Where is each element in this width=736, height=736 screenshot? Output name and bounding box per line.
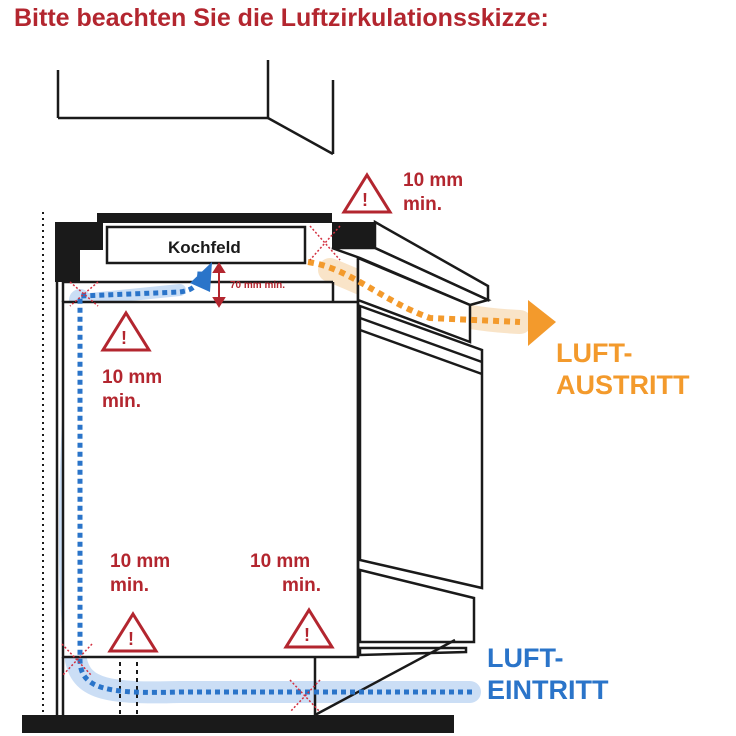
gap-label: 70 mm min.: [230, 280, 286, 291]
gap-dimension: [214, 264, 224, 306]
clearance-bottom-right-line1: 10 mm: [250, 551, 311, 572]
floor: [22, 715, 454, 733]
warning-icon: !: [121, 328, 127, 348]
air-outlet-label-line1: LUFT-: [556, 338, 633, 368]
air-outlet-arrowhead: [528, 300, 556, 346]
air-inlet-arrowhead: [190, 262, 212, 292]
clearance-left-upper-line2: min.: [102, 391, 142, 412]
page-title: Bitte beachten Sie die Luftzirkulationsskizze:: [14, 4, 549, 32]
clearance-top-right-line2: min.: [403, 194, 443, 215]
clearance-left-upper-line1: 10 mm: [102, 367, 163, 388]
clearance-bottom-left-line1: 10 mm: [110, 551, 171, 572]
clearance-bottom-left-line2: min.: [110, 575, 150, 596]
warning-icon: !: [362, 190, 368, 210]
hob: [107, 227, 305, 263]
air-inlet-label-line2: EINTRITT: [487, 675, 609, 705]
clearance-bottom-right-line2: min.: [282, 575, 322, 596]
warning-icon: !: [128, 629, 134, 649]
warning-icon: !: [304, 625, 310, 645]
air-inlet-label-line1: LUFT-: [487, 643, 564, 673]
hob-label: Kochfeld: [168, 238, 241, 257]
clearance-top-right-line1: 10 mm: [403, 170, 464, 191]
upper-cabinet: [58, 60, 333, 154]
air-outlet-label-line2: AUSTRITT: [556, 370, 690, 400]
